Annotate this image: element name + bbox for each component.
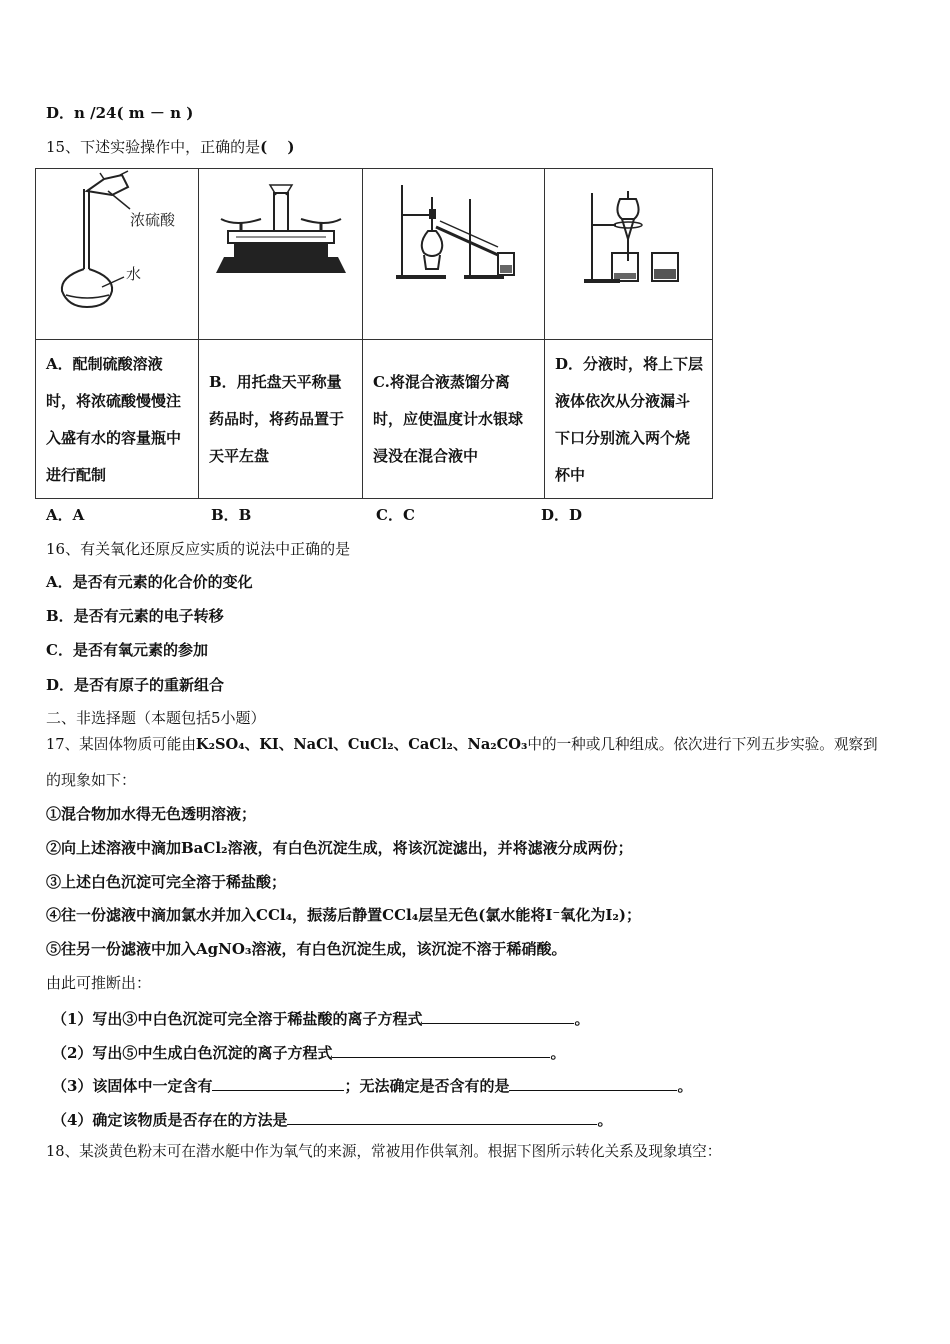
q15-answer-d: D．D	[541, 506, 583, 524]
q16-option-a: A．是否有元素的化合价的变化	[46, 573, 253, 591]
volumetric-flask-diagram	[42, 169, 192, 319]
label-concentrated-acid: 浓硫酸	[130, 211, 176, 229]
q17-stem-b: 中的一种或几种组成。依次进行下列五步实验。观察到	[527, 736, 878, 753]
q15-answer-a: A．A	[46, 506, 85, 524]
q15-option-a-text: A．配制硫酸溶液时，将浓硫酸慢慢注入盛有水的容量瓶中进行配制	[46, 355, 182, 484]
q17-sub-1-text: （1）写出③中白色沉淀可完全溶于稀盐酸的离子方程式	[52, 1010, 423, 1028]
q15-image-c	[363, 169, 545, 340]
q17-stem-chem: K₂SO₄、KI、NaCl、CuCl₂、CaCl₂、Na₂CO₃	[195, 736, 528, 753]
q17-sub-3-text-b: ；无法确定是否含有的是	[344, 1077, 510, 1095]
q14-option-d: D．n /24( m － n )	[46, 104, 194, 122]
separatory-funnel-diagram	[554, 169, 704, 319]
q15-option-d-text: D．分液时，将上下层液体依次从分液漏斗下口分别流入两个烧杯中	[555, 355, 704, 484]
q16-option-c: C．是否有氧元素的参加	[46, 641, 208, 659]
period: 。	[574, 1010, 590, 1028]
q17-sub-2-text: （2）写出⑤中生成白色沉淀的离子方程式	[52, 1044, 333, 1062]
period: 。	[677, 1077, 693, 1095]
q15-option-b-text: B．用托盘天平称量药品时，将药品置于天平左盘	[209, 373, 345, 465]
q17-step-5: ⑤往另一份滤液中加入AgNO₃溶液，有白色沉淀生成，该沉淀不溶于稀硝酸。	[46, 940, 567, 958]
period: 。	[550, 1044, 566, 1062]
q15-image-d	[545, 169, 713, 340]
q15-answers	[46, 505, 646, 525]
q17-sub-3-text-a: （3）该固体中一定含有	[52, 1077, 213, 1095]
q15-stem	[46, 137, 295, 157]
q16-stem: 16、有关氧化还原反应实质的说法中正确的是	[46, 540, 351, 558]
q17-sub-2	[52, 1041, 565, 1063]
q15-option-b	[199, 340, 363, 499]
label-water: 水	[126, 265, 142, 283]
q15-image-a	[36, 169, 199, 340]
q17-step-3: ③上述白色沉淀可完全溶于稀盐酸；	[46, 873, 287, 891]
q17-sub-1	[52, 1007, 589, 1029]
q15-table	[35, 168, 713, 499]
q17-sub-4-text: （4）确定该物质是否存在的方法是	[52, 1111, 288, 1129]
answer-blank[interactable]	[287, 1108, 597, 1125]
q16-option-d: D．是否有原子的重新组合	[46, 676, 225, 694]
q15-image-b	[199, 169, 363, 340]
q15-option-a	[36, 340, 199, 499]
q17-infer: 由此可推断出：	[46, 974, 152, 992]
q15-stem-text: 15、下述实验操作中，正确的是	[46, 138, 261, 156]
q15-option-d	[545, 340, 713, 499]
q15-option-c	[363, 340, 545, 499]
period: 。	[597, 1111, 613, 1129]
q18-stem: 18、某淡黄色粉末可在潜水艇中作为氧气的来源，常被用作供氧剂。根据下图所示转化关系及现象填空：	[46, 1143, 722, 1160]
q16-option-b: B．是否有元素的电子转移	[46, 607, 224, 625]
q15-option-c-text: C.将混合液蒸馏分离时，应使温度计水银球浸没在混合液中	[373, 373, 524, 465]
answer-blank[interactable]	[422, 1007, 574, 1024]
q17-sub-3	[52, 1074, 692, 1096]
q17-step-4: ④往一份滤液中滴加氯水并加入CCl₄，振荡后静置CCl₄层呈无色(氯水能将I⁻氧化为I₂)；	[46, 906, 642, 924]
q17-stem-cont: 的现象如下：	[46, 771, 137, 789]
q15-paren: ( )	[260, 138, 295, 156]
balance-diagram	[206, 169, 356, 319]
distillation-diagram	[374, 169, 534, 319]
answer-blank[interactable]	[212, 1074, 344, 1091]
answer-blank[interactable]	[332, 1041, 550, 1058]
q15-answer-c: C．C	[376, 506, 415, 524]
q17-step-1: ①混合物加水得无色透明溶液；	[46, 805, 257, 823]
q15-answer-b: B．B	[211, 506, 252, 524]
answer-blank[interactable]	[509, 1074, 677, 1091]
q17-stem-a: 17、某固体物质可能由	[46, 736, 196, 753]
q17-stem	[46, 735, 878, 755]
section-2-heading: 二、非选择题（本题包括5小题）	[46, 709, 266, 727]
q17-step-2: ②向上述溶液中滴加BaCl₂溶液，有白色沉淀生成，将该沉淀滤出，并将滤液分成两份；	[46, 839, 633, 857]
q17-sub-4	[52, 1108, 612, 1130]
